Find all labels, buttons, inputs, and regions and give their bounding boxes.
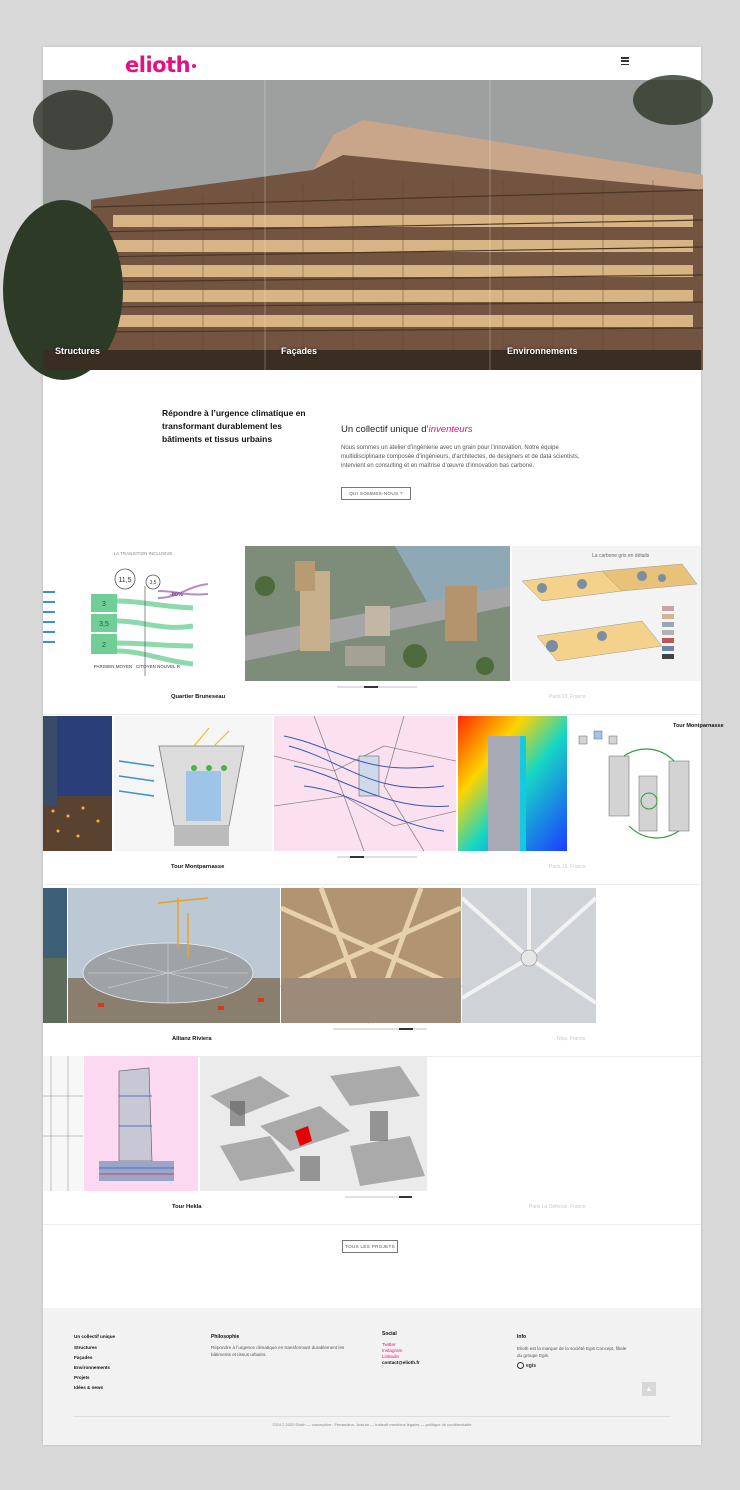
footer-philosophy-text: Répondre à l’urgence climatique en transformant durablement les bâtiments et tissus urbains. <box>211 1345 345 1357</box>
site-footer <box>43 1308 701 1445</box>
gallery-image-hekla-section <box>43 1056 83 1191</box>
egis-logo[interactable] <box>517 1362 536 1369</box>
gallery-image-stadium-edge <box>43 888 67 1023</box>
project-name[interactable]: Allianz Riviera <box>172 1036 212 1042</box>
hero-link-structures[interactable]: Structures <box>55 346 101 356</box>
footer-link-idees[interactable]: Idées & news <box>74 1385 104 1390</box>
about-us-button[interactable]: QUI SOMMES-NOUS ? <box>341 487 411 500</box>
project-bar-hekla <box>43 1191 701 1225</box>
footer-info-text: Elioth est la marque de la société Egis Concept, filiale du groupe Egis. <box>517 1346 627 1358</box>
footer-philosophy-title: Philosophie <box>211 1334 240 1340</box>
egis-logo-text: egis <box>526 1362 537 1369</box>
slider-dots[interactable] <box>333 1028 427 1030</box>
hero-banner <box>43 80 701 370</box>
gallery-image-ventilation-diagram <box>114 716 272 851</box>
montparnasse-tile-title: Tour Montparnasse <box>673 723 724 729</box>
hero-link-facades[interactable]: Façades <box>281 346 318 356</box>
slider-dots[interactable] <box>337 856 417 858</box>
parisien-label: PARISIEN MOYEN <box>93 664 133 669</box>
carbon-title: La carbone gris en détails <box>592 553 650 559</box>
gallery-image-hekla-tower <box>84 1056 198 1191</box>
project-location: Nice, France <box>557 1036 586 1042</box>
footer-social-title: Social <box>382 1331 397 1337</box>
slider-dots[interactable] <box>345 1196 412 1198</box>
project-bar-bruneseau <box>43 681 701 715</box>
footer-link-collectif[interactable]: Un collectif unique <box>74 1334 116 1339</box>
gallery-image-bruneseau-aerial <box>245 546 510 681</box>
gallery-image-thermal-simulation <box>458 716 567 851</box>
gallery-image-stadium-construction <box>68 888 280 1023</box>
intro-title-highlight: inventeurs <box>428 424 473 435</box>
bar-c-value: 2 <box>102 642 106 649</box>
project-bar-allianz <box>43 1023 701 1057</box>
footer-divider <box>73 1416 671 1417</box>
page <box>43 47 724 1445</box>
footer-link-linkedin[interactable]: Linkedin <box>382 1354 400 1359</box>
intro-title-prefix: Un collectif unique d’ <box>341 424 429 435</box>
footer-copyright: ©2017-2020 Elioth — conception : Ferrandina, Justum — traitsoft mentions légales — politique de confidentialité <box>272 1422 472 1427</box>
gallery-image-timber-structure <box>281 888 461 1023</box>
project-gallery-allianz[interactable] <box>43 888 701 1023</box>
chevron-up-icon: ▲ <box>645 1385 653 1393</box>
intro-headline: Répondre à l’urgence climatique en transformant durablement les bâtiments et tissus urbains <box>162 408 306 444</box>
project-name[interactable]: Tour Montparnasse <box>171 864 225 870</box>
gallery-image-hekla-model <box>200 1056 427 1191</box>
logo-text: elioth <box>125 53 191 77</box>
footer-link-projets[interactable]: Projets <box>74 1375 90 1380</box>
site-header <box>43 47 701 80</box>
hero-link-environnements[interactable]: Environnements <box>507 346 578 356</box>
intro-text: Nous sommes un atelier d’ingénierie avec un grain pour l’innovation. Notre équipe multidisciplinaire composée d’ingénieurs, d’architectes, de designers et de data scientists, intervient en consulting et en maîtrise d’œuvre d’innovation bas carbone. <box>341 445 580 469</box>
footer-link-facades[interactable]: Façades <box>74 1355 93 1360</box>
project-name[interactable]: Quartier Bruneseau <box>171 694 226 700</box>
footer-link-instagram[interactable]: Instagram <box>382 1348 403 1353</box>
project-location: Paris La Défense, France <box>529 1204 586 1210</box>
all-projects-button[interactable]: TOUS LES PROJETS <box>342 1240 398 1253</box>
footer-contact-email[interactable]: contact@elioth.fr <box>382 1360 420 1365</box>
intro-title <box>341 424 473 435</box>
project-gallery-hekla[interactable] <box>43 1056 701 1191</box>
gallery-image-wind-flow-map <box>274 716 456 851</box>
footer-link-environnements[interactable]: Environnements <box>74 1365 110 1370</box>
value-b: 3,5 <box>149 580 157 586</box>
footer-link-twitter[interactable]: Twitter <box>382 1342 396 1347</box>
reduction-pct: -80% <box>170 592 183 598</box>
bar-b-value: 3,5 <box>99 621 109 628</box>
egis-logo-icon <box>517 1362 524 1369</box>
elioth-logo[interactable] <box>125 53 196 77</box>
citoyen-label: CITOYEN NOUVEL R <box>135 664 181 669</box>
inclusive-title: LA TRANSITION INCLUSIVE <box>113 551 173 556</box>
gallery-image-inclusive-transition <box>43 546 243 681</box>
project-name[interactable]: Tour Hekla <box>172 1204 202 1210</box>
scroll-to-top-button[interactable] <box>642 1382 656 1396</box>
gallery-image-montparnasse-scheme <box>569 716 724 851</box>
hamburger-icon[interactable] <box>621 57 631 66</box>
project-gallery-montparnasse[interactable] <box>43 716 724 851</box>
project-location: Paris 13, France <box>549 694 586 700</box>
gallery-image-paris-night <box>43 716 112 851</box>
gallery-image-steel-node <box>462 888 596 1023</box>
bar-a-value: 3 <box>102 601 106 608</box>
footer-link-structures[interactable]: Structures <box>74 1345 97 1350</box>
footer-info-title: Info <box>517 1334 527 1340</box>
gallery-image-carbon-details <box>512 546 701 681</box>
project-location: Paris 15, France <box>549 864 586 870</box>
logo-dot <box>192 64 196 68</box>
project-bar-montparnasse <box>43 851 701 885</box>
slider-dots[interactable] <box>337 686 417 688</box>
hero-building-image <box>43 80 701 370</box>
value-a: 11,5 <box>118 577 132 584</box>
project-gallery-bruneseau[interactable] <box>43 546 701 681</box>
